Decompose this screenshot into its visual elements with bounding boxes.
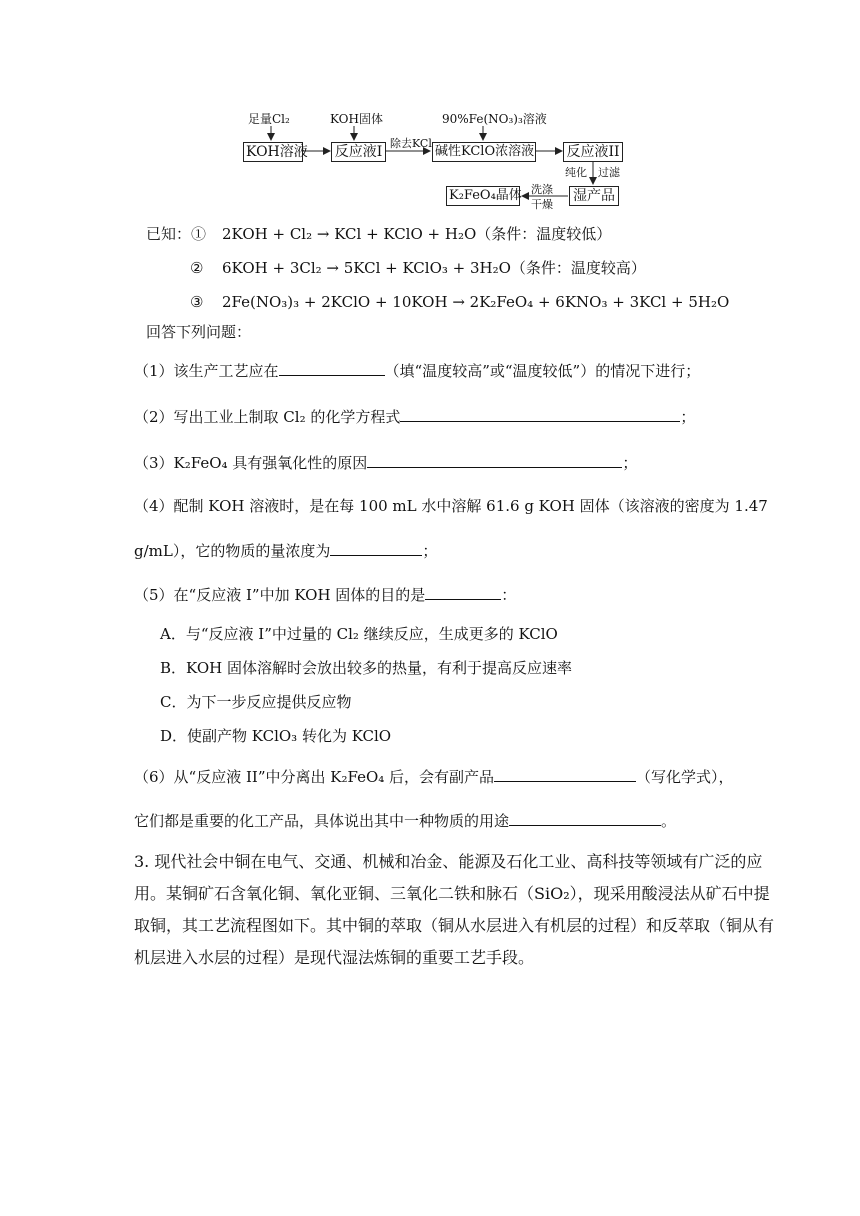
question-4-line-1: （4）配制 KOH 溶液时，是在每 100 mL 水中溶解 61.6 g KOH 固体（该溶液的密度为 1.47 (134, 497, 768, 515)
q4-answer-blank[interactable] (330, 540, 422, 556)
q5-answer-blank[interactable] (425, 584, 501, 600)
q1-suffix: （填“温度较高”或“温度较低”）的情况下进行； (384, 362, 701, 380)
problem-3-line-2: 用。某铜矿石含氧化铜、氧化亚铜、三氧化二铁和脉石（SiO₂），现采用酸浸法从矿石中提 (134, 884, 770, 903)
step-filter: 过滤 (598, 166, 620, 179)
question-1 (134, 360, 834, 381)
flow-arrows (0, 0, 860, 215)
q3-answer-blank[interactable] (367, 452, 622, 468)
q5-prefix: （5）在“反应液 I”中加 KOH 固体的目的是 (134, 586, 426, 604)
question-3 (134, 452, 834, 473)
q6-prefix-1: （6）从“反应液 II”中分离出 K₂FeO₄ 后，会有副产品 (134, 768, 495, 786)
q4-prefix: g/mL），它的物质的量浓度为 (134, 542, 331, 560)
q3-prefix: （3）K₂FeO₄ 具有强氧化性的原因 (134, 454, 368, 472)
question-4-line-2 (134, 540, 834, 561)
step-wash: 洗涤 (531, 183, 553, 196)
q5-option-d: D．使副产物 KClO₃ 转化为 KClO (160, 727, 392, 745)
box-reaction-2: 反应液II (563, 142, 623, 162)
input-fe-label: 90%Fe(NO₃)₃溶液 (442, 112, 547, 126)
q5-option-b: B．KOH 固体溶解时会放出较多的热量，有利于提高反应速率 (160, 659, 572, 677)
problem-3-line-4: 机层进入水层的过程）是现代湿法炼铜的重要工艺手段。 (134, 948, 535, 967)
q5-option-c: C．为下一步反应提供反应物 (160, 693, 352, 711)
equation-3-number: ③ (190, 293, 204, 311)
equation-2-number: ② (190, 259, 204, 277)
box-wet-product: 湿产品 (569, 186, 619, 206)
q6-answer-blank-2[interactable] (509, 810, 661, 826)
q5-suffix: ： (501, 586, 517, 604)
q2-answer-blank[interactable] (400, 406, 680, 422)
step-purify: 纯化 (565, 166, 587, 179)
box-kclo-solution: 碱性KClO浓溶液 (432, 142, 536, 162)
question-6-line-1 (134, 766, 834, 787)
step-dry: 干燥 (531, 198, 553, 211)
q5-option-a: A．与“反应液 I”中过量的 Cl₂ 继续反应，生成更多的 KClO (160, 625, 558, 643)
q6-suffix-2: 。 (661, 812, 677, 830)
process-flow-diagram (0, 0, 860, 215)
known-intro: 已知：① (146, 225, 207, 243)
q2-prefix: （2）写出工业上制取 Cl₂ 的化学方程式 (134, 408, 401, 426)
q6-suffix-1: （写化学式）， (636, 768, 734, 786)
problem-3-line-1: 3. 现代社会中铜在电气、交通、机械和冶金、能源及石化工业、高科技等领域有广泛的应 (134, 852, 763, 871)
box-crystal: K₂FeO₄晶体 (446, 186, 520, 206)
box-reaction-1: 反应液I (331, 142, 386, 162)
q3-suffix: ； (622, 454, 638, 472)
equation-1: 2KOH + Cl₂ → KCl + KClO + H₂O（条件：温度较低） (222, 225, 612, 243)
question-6-line-2 (134, 810, 834, 831)
box-koh-solution: KOH溶液 (243, 142, 303, 162)
input-cl2-label: 足量Cl₂ (248, 112, 290, 126)
question-2 (134, 406, 834, 427)
question-5 (134, 584, 834, 605)
answer-prompt: 回答下列问题： (146, 323, 252, 341)
problem-3-line-3: 取铜，其工艺流程图如下。其中铜的萃取（铜从水层进入有机层的过程）和反萃取（铜从有 (134, 916, 775, 935)
equation-3: 2Fe(NO₃)₃ + 2KClO + 10KOH → 2K₂FeO₄ + 6KNO₃ + 3KCl + 5H₂O (222, 293, 730, 311)
q1-answer-blank[interactable] (279, 360, 385, 376)
q1-prefix: （1）该生产工艺应在 (134, 362, 279, 380)
q6-prefix-2: 它们都是重要的化工产品，具体说出其中一种物质的用途 (134, 812, 510, 830)
equation-2: 6KOH + 3Cl₂ → 5KCl + KClO₃ + 3H₂O（条件：温度较高） (222, 259, 646, 277)
q4-suffix: ； (422, 542, 438, 560)
input-koh-label: KOH固体 (330, 112, 383, 126)
step-remove-kcl: 除去KCl (390, 137, 432, 150)
q2-suffix: ； (680, 408, 696, 426)
q6-answer-blank-1[interactable] (494, 766, 636, 782)
